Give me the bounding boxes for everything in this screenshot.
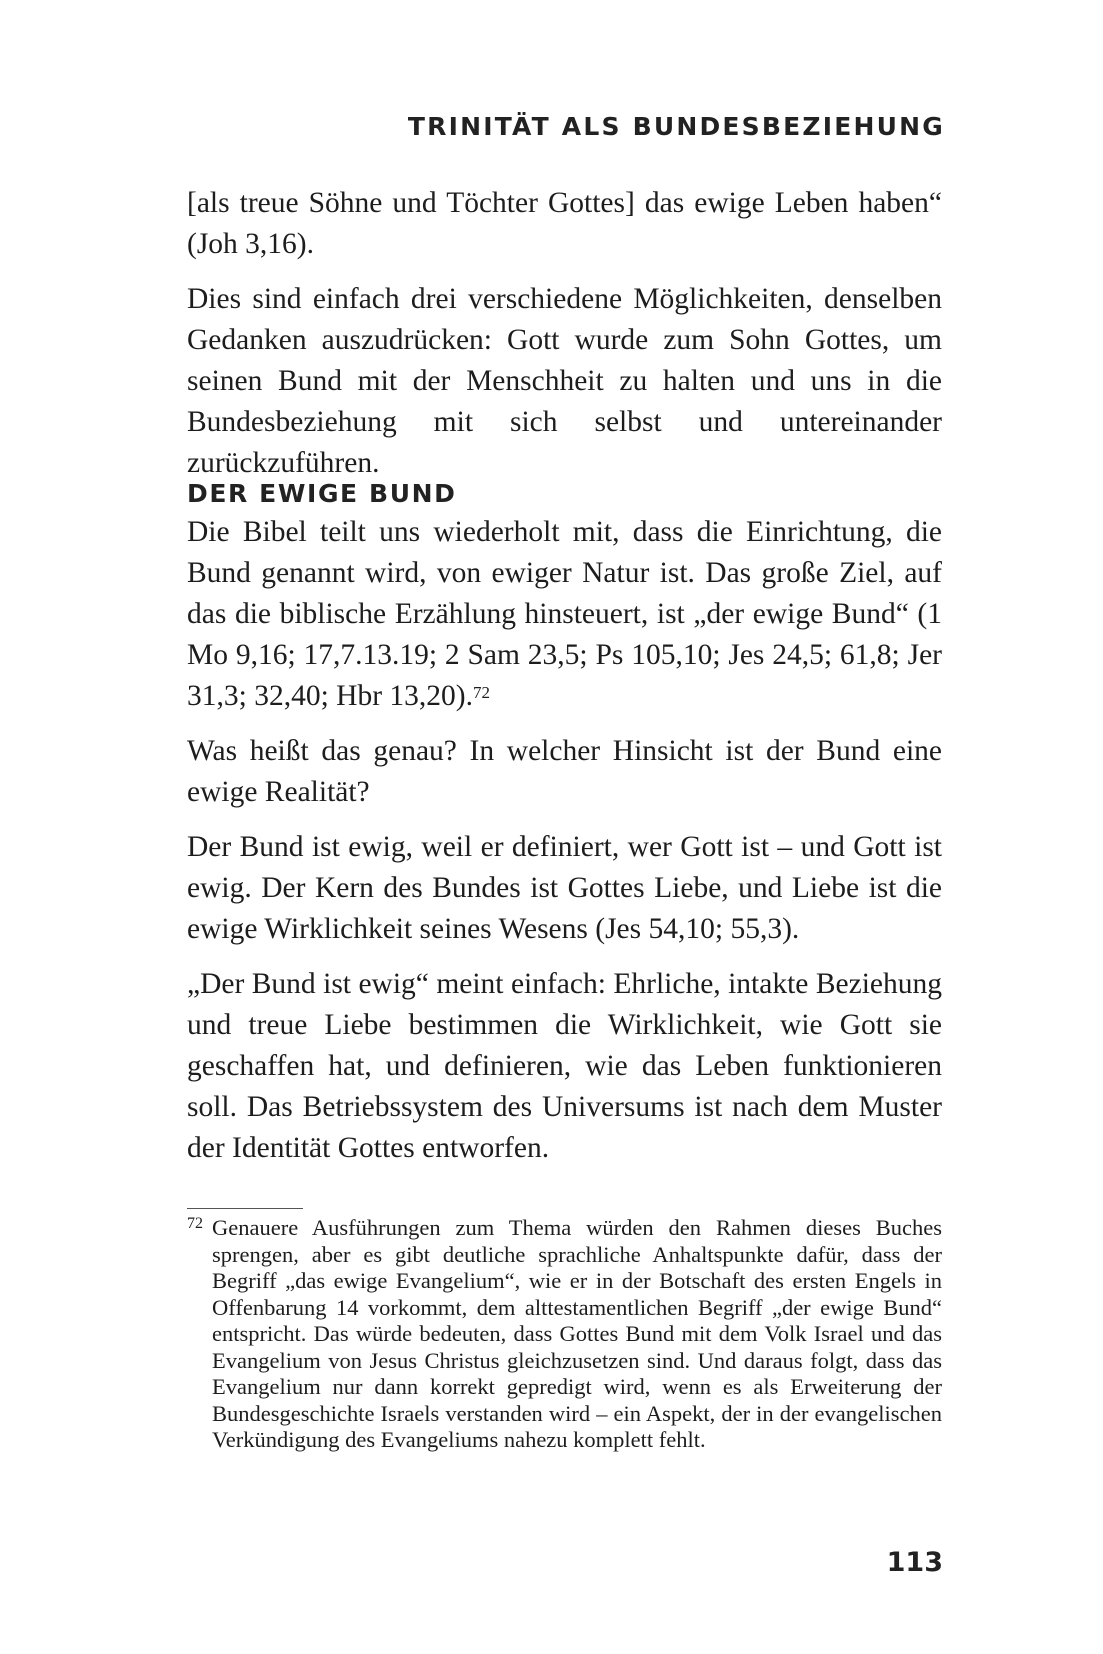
footnote-number: 72: [187, 1215, 203, 1232]
paragraph-text: Die Bibel teilt uns wiederholt mit, dass die Einrichtung, die Bund genannt wird, von ewiger Natur ist. Das große Ziel, auf das die biblische Erzählung hinsteuert, ist „der ewige Bund“ (1 Mo 9,16; 17,7.13.19; 2 Sam 23,5; Ps 105,10; Jes 24,5; 61,8; Jer 31,3; 32,40; Hbr 13,20).: [187, 516, 942, 712]
paragraph: [187, 512, 942, 717]
body-text-top: [187, 183, 942, 484]
paragraph: Dies sind einfach drei verschiedene Möglichkeiten, denselben Gedanken auszudrücken: Gott wurde zum Sohn Gottes, um seinen Bund mit der Menschheit zu halten und uns in die Bundesbeziehung mit sich selbst und untereinander zurückzuführen.: [187, 283, 942, 479]
section-heading: DER EWIGE BUND: [187, 479, 457, 508]
footnote-text: Genauere Ausführungen zum Thema würden den Rahmen dieses Buches sprengen, aber es gibt deutliche sprachliche Anhaltspunkte dafür, dass der Begriff „das ewige Evangelium“, wie er in der Botschaft des ersten Engels in Offenbarung 14 vorkommt, dem alttestamentlichen Begriff „der ewige Bund“ entspricht. Das würde bedeuten, dass Gottes Bund mit dem Volk Israel und das Evangelium von Jesus Christus gleichzusetzen sind. Und daraus folgt, dass das Evangelium nur dann korrekt gepredigt wird, wenn es als Erweiterung der Bundesgeschichte Israels verstanden wird – ein Aspekt, der in der evangelischen Verkündigung des Evangeliums nahezu komplett fehlt.: [212, 1215, 942, 1452]
paragraph: Der Bund ist ewig, weil er definiert, wer Gott ist – und Gott ist ewig. Der Kern des Bundes ist Gottes Liebe, und Liebe ist die ewige Wirklichkeit seines Wesens (Jes 54,10; 55,3).: [187, 831, 942, 945]
body-text-main: [187, 512, 942, 1169]
footnote: [187, 1215, 942, 1454]
paragraph: Was heißt das genau? In welcher Hinsicht ist der Bund eine ewige Realität?: [187, 735, 942, 808]
running-header: TRINITÄT ALS BUNDESBEZIEHUNG: [407, 112, 945, 141]
paragraph: „Der Bund ist ewig“ meint einfach: Ehrliche, intakte Beziehung und treue Liebe bestimmen die Wirklichkeit, wie Gott sie geschaffen hat, und definieren, wie das Leben funktionieren soll. Das Betriebssystem des Universums ist nach dem Muster der Identität Gottes entworfen.: [187, 968, 942, 1164]
footnote-divider: [187, 1208, 303, 1209]
paragraph: [als treue Söhne und Töchter Gottes] das ewige Leben haben“ (Joh 3,16).: [187, 187, 942, 260]
page-number: 113: [886, 1547, 943, 1578]
footnote-reference: 72: [472, 683, 490, 702]
